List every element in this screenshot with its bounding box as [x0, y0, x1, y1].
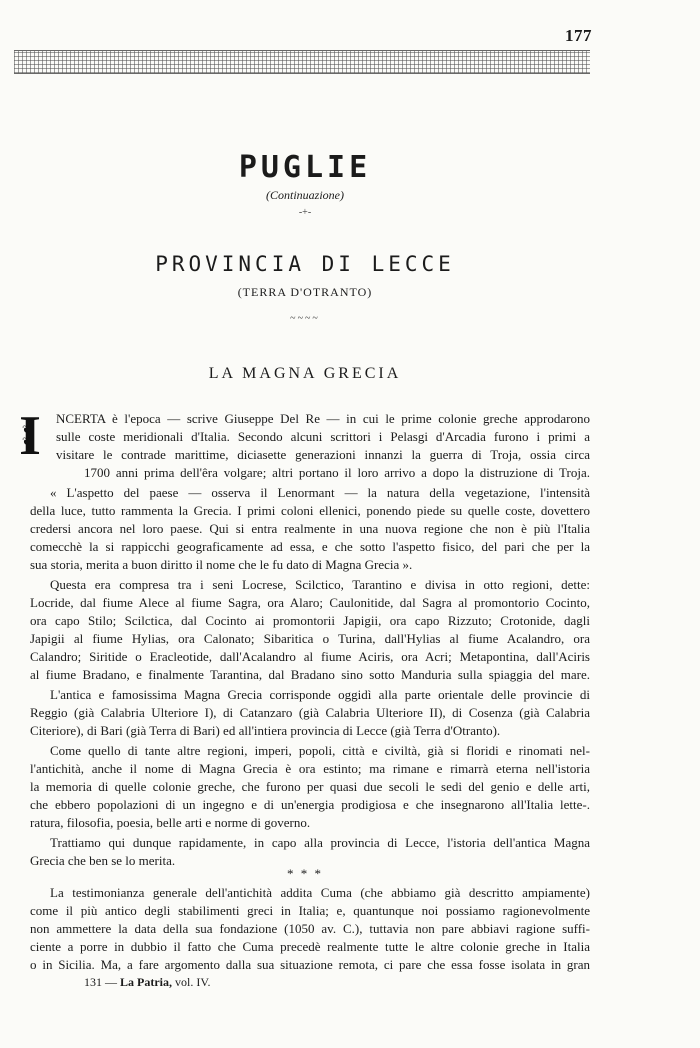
body-line: La testimonianza generale dell'antichità addita Cuma (che abbiamo già descritto ampiamente) [50, 885, 590, 900]
body-line: comecchè la si rappicchi geograficamente ad essa, e che sotto l'aspetto fisico, del pari che per la [30, 539, 590, 554]
footer-dash: — [105, 975, 117, 989]
asterism: * * * [287, 866, 323, 881]
body-line: ciente a porre in dubbio il fatto che Cuma precedè realmente tutte le altre colonie greche in Italia [30, 939, 590, 954]
body-line: della luce, tutto rammenta la Grecia. I primi coloni ellenici, ponendo piede su quelle coste, dovettero [30, 503, 590, 518]
body-line: Questa era compresa tra i seni Locrese, Scilctico, Tarantino e divisa in otto regioni, dette: [50, 577, 590, 592]
continuation-note: (Continuazione) [266, 188, 344, 202]
body-line: Citeriore), di Bari (già Terra di Bari) ed all'intiera provincia di Lecce (già Terra d'Otranto). [30, 723, 501, 738]
province-title: PROVINCIA DI LECCE [155, 252, 455, 276]
body-line: Locride, dal fiume Alece al fiume Sagra, ora Alaro; Caulonitide, dal Sagra al promontorio Cocinto, [30, 595, 590, 610]
body-line: Japigii al fiume Hylias, ora Calonato; Sibaritica o Turina, dall'Hylias al fiume Acalandro, ora [30, 631, 590, 646]
body-line: Calandro; Siritide o Eracleotide, dall'Acalandro al fiume Aciris, ora Acri; Metapontina, dall'Aciris [30, 649, 590, 664]
body-line: sulle coste meridionali d'Italia. Secondo alcuni scrittori i Pelasgi d'Arcadia furono i primi a [56, 429, 590, 444]
body-line: NCERTA è l'epoca — scrive Giuseppe Del Re — in cui le prime colonie greche approdarono [56, 411, 590, 426]
body-line: sua storia, merita a buon diritto il nome che le fu dato di Magna Grecia ». [30, 557, 413, 572]
signature-number: 131 [84, 975, 102, 989]
body-line: la memoria di quelle colonie greche, che furono per quasi due secoli le sedi del genio e delle arti, [30, 779, 590, 794]
body-line: Come quello di tante altre regioni, imperi, popoli, città e civiltà, già si floridi e rinomati nel- [50, 743, 590, 758]
drop-cap: ❦ I ❦ [12, 396, 48, 476]
body-line: ora capo Stilo; Scilctica, dal Cocinto ai promontorii Japigii, ora capo Rizzuto; Crotonide, dagli [30, 613, 590, 628]
body-line: « L'aspetto del paese — osserva il Lenormant — la natura della vegetazione, l'intensità [50, 485, 590, 500]
body-line: non ammettere la data della sua fondazione (1050 av. C.), tuttavia non pare abbiavi ragione suffi- [30, 921, 590, 936]
ornament-divider-2: ~~~~ [290, 313, 320, 324]
body-line: l'antichità, anche il nome di Magna Grecia è ora estinto; ma rimane e rimarrà eterna nell'istoria [30, 761, 590, 776]
body-line: che ebbero popolazioni di un ingegno e di un'energia prodigiosa e che insegnarono all'Italia lette-. [30, 797, 590, 812]
body-line: Grecia che ben se lo merita. [30, 853, 176, 868]
body-line: al fiume Bradano, e finalmente Tarantina, dal Bradano sino sotto Manduria sulla spiaggia del mare. [30, 667, 590, 682]
province-subtitle: (TERRA D'OTRANTO) [237, 285, 373, 299]
chapter-title: LA MAGNA GRECIA [208, 365, 402, 382]
journal-name: La Patria, [120, 975, 172, 989]
section-title: PUGLIE [238, 150, 372, 185]
body-line: credersi ancora nel loro paese. Qui si entra realmente in una nuova regione che non è più l'Italia [30, 521, 590, 536]
body-line: Trattiamo qui dunque rapidamente, in capo alla provincia di Lecce, l'istoria dell'antica Magna [50, 835, 590, 850]
page-number: 177 [565, 26, 592, 45]
body-line: ratura, filosofia, poesia, belle arti e norme di governo. [30, 815, 311, 830]
body-line: o in Sicilia. Ma, a fare argomento dalla sua situazione remota, ci pare che essa fosse isolata in gran [30, 957, 590, 972]
volume: vol. IV. [175, 975, 211, 989]
ornament-divider: -+- [298, 207, 312, 218]
decorative-header-band [14, 50, 590, 74]
body-line: Reggio (già Calabria Ulteriore I), di Catanzaro (già Calabria Ulteriore II), di Cosenza (già Calabria [30, 705, 590, 720]
footer [84, 975, 210, 990]
body-line: visitare le contrade marittime, diciasette generazioni innanzi la guerra di Troja, ossia circa [56, 447, 590, 462]
body-line: 1700 anni prima dell'êra volgare; altri portano il loro arrivo a dopo la distruzione di Troja. [84, 465, 590, 480]
body-line: L'antica e famosissima Magna Grecia corrisponde oggidì alla parte orientale delle provincie di [50, 687, 590, 702]
body-line: come il più antico degli stabilimenti greci in Italia; e, quantunque noi possiamo ragionevolmente [30, 903, 590, 918]
